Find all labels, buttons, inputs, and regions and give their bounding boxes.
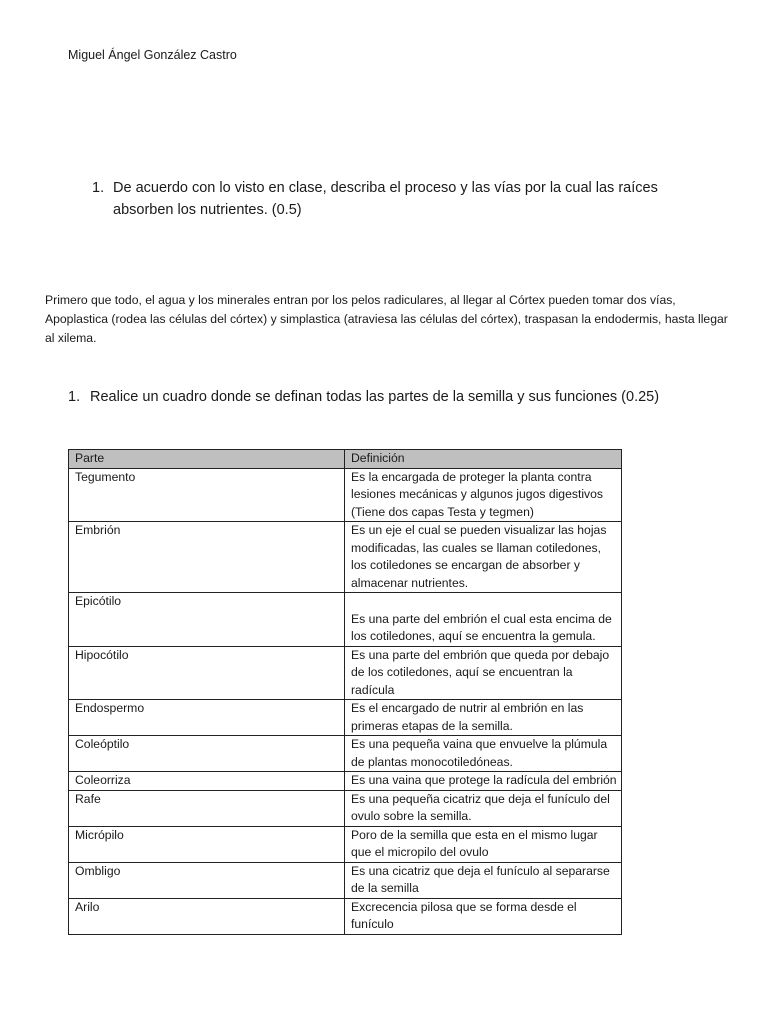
header-definition: Definición [345, 450, 622, 469]
answer-1-paragraph: Primero que todo, el agua y los minerales entran por los pelos radiculares, al llegar al Córtex pueden tomar dos vías, Apoplastica (rodea las células del córtex) y simplastica (atraviesa las células del córtex), traspasan la endodermis, hasta llegar al xilema. [45, 293, 728, 345]
cell-definition: Es el encargado de nutrir al embrión en las primeras etapas de la semilla. [345, 700, 622, 736]
table-row [69, 646, 622, 700]
author-name: Miguel Ángel González Castro [68, 48, 237, 62]
cell-part: Ombligo [69, 862, 345, 898]
table-row [69, 790, 622, 826]
table-row [69, 862, 622, 898]
cell-definition: Es una vaina que protege la radícula del embrión [345, 772, 622, 791]
cell-part: Epicótilo [69, 593, 345, 647]
cell-definition: Excrecencia pilosa que se forma desde el funículo [345, 898, 622, 934]
table-row [69, 522, 622, 593]
cell-part: Arilo [69, 898, 345, 934]
table-row [69, 593, 622, 647]
table-row [69, 772, 622, 791]
table-row [69, 826, 622, 862]
table-row [69, 468, 622, 522]
cell-definition: Es una parte del embrión que queda por debajo de los cotiledones, aquí se encuentran la radícula [345, 646, 622, 700]
question-2-text: Realice un cuadro donde se definan todas las partes de la semilla y sus funciones (0.25) [90, 389, 660, 405]
question-1 [92, 177, 692, 221]
question-2 [68, 386, 728, 408]
cell-part: Tegumento [69, 468, 345, 522]
cell-part: Hipocótilo [69, 646, 345, 700]
table-header-row [69, 450, 622, 469]
cell-definition [345, 593, 622, 647]
table-row [69, 898, 622, 934]
cell-part: Micrópilo [69, 826, 345, 862]
cell-definition: Es una pequeña vaina que envuelve la plúmula de plantas monocotiledóneas. [345, 736, 622, 772]
cell-definition: Es un eje el cual se pueden visualizar las hojas modificadas, las cuales se llaman cotiledones, los cotiledones se encargan de absorber y almacenar nutrientes. [345, 522, 622, 593]
cell-part: Coleóptilo [69, 736, 345, 772]
cell-definition: Es una cicatriz que deja el funículo al separarse de la semilla [345, 862, 622, 898]
cell-part: Embrión [69, 522, 345, 593]
cell-part: Endospermo [69, 700, 345, 736]
seed-parts-table [68, 449, 622, 935]
table-row [69, 736, 622, 772]
question-1-number: 1. [92, 180, 105, 196]
cell-definition: Es una pequeña cicatriz que deja el funículo del ovulo sobre la semilla. [345, 790, 622, 826]
cell-definition: Poro de la semilla que esta en el mismo lugar que el micropilo del ovulo [345, 826, 622, 862]
cell-part: Coleorriza [69, 772, 345, 791]
header-part: Parte [69, 450, 345, 469]
table-row [69, 700, 622, 736]
cell-part: Rafe [69, 790, 345, 826]
question-2-number: 1. [68, 389, 81, 405]
cell-definition-text: Es una parte del embrión el cual esta encima de los cotiledones, aquí se encuentra la gemula. [351, 611, 612, 643]
question-1-text: De acuerdo con lo visto en clase, describa el proceso y las vías por la cual las raíces absorben los nutrientes. (0.5) [113, 180, 658, 218]
cell-definition: Es la encargada de proteger la planta contra lesiones mecánicas y algunos jugos digestivos (Tiene dos capas Testa y tegmen) [345, 468, 622, 522]
